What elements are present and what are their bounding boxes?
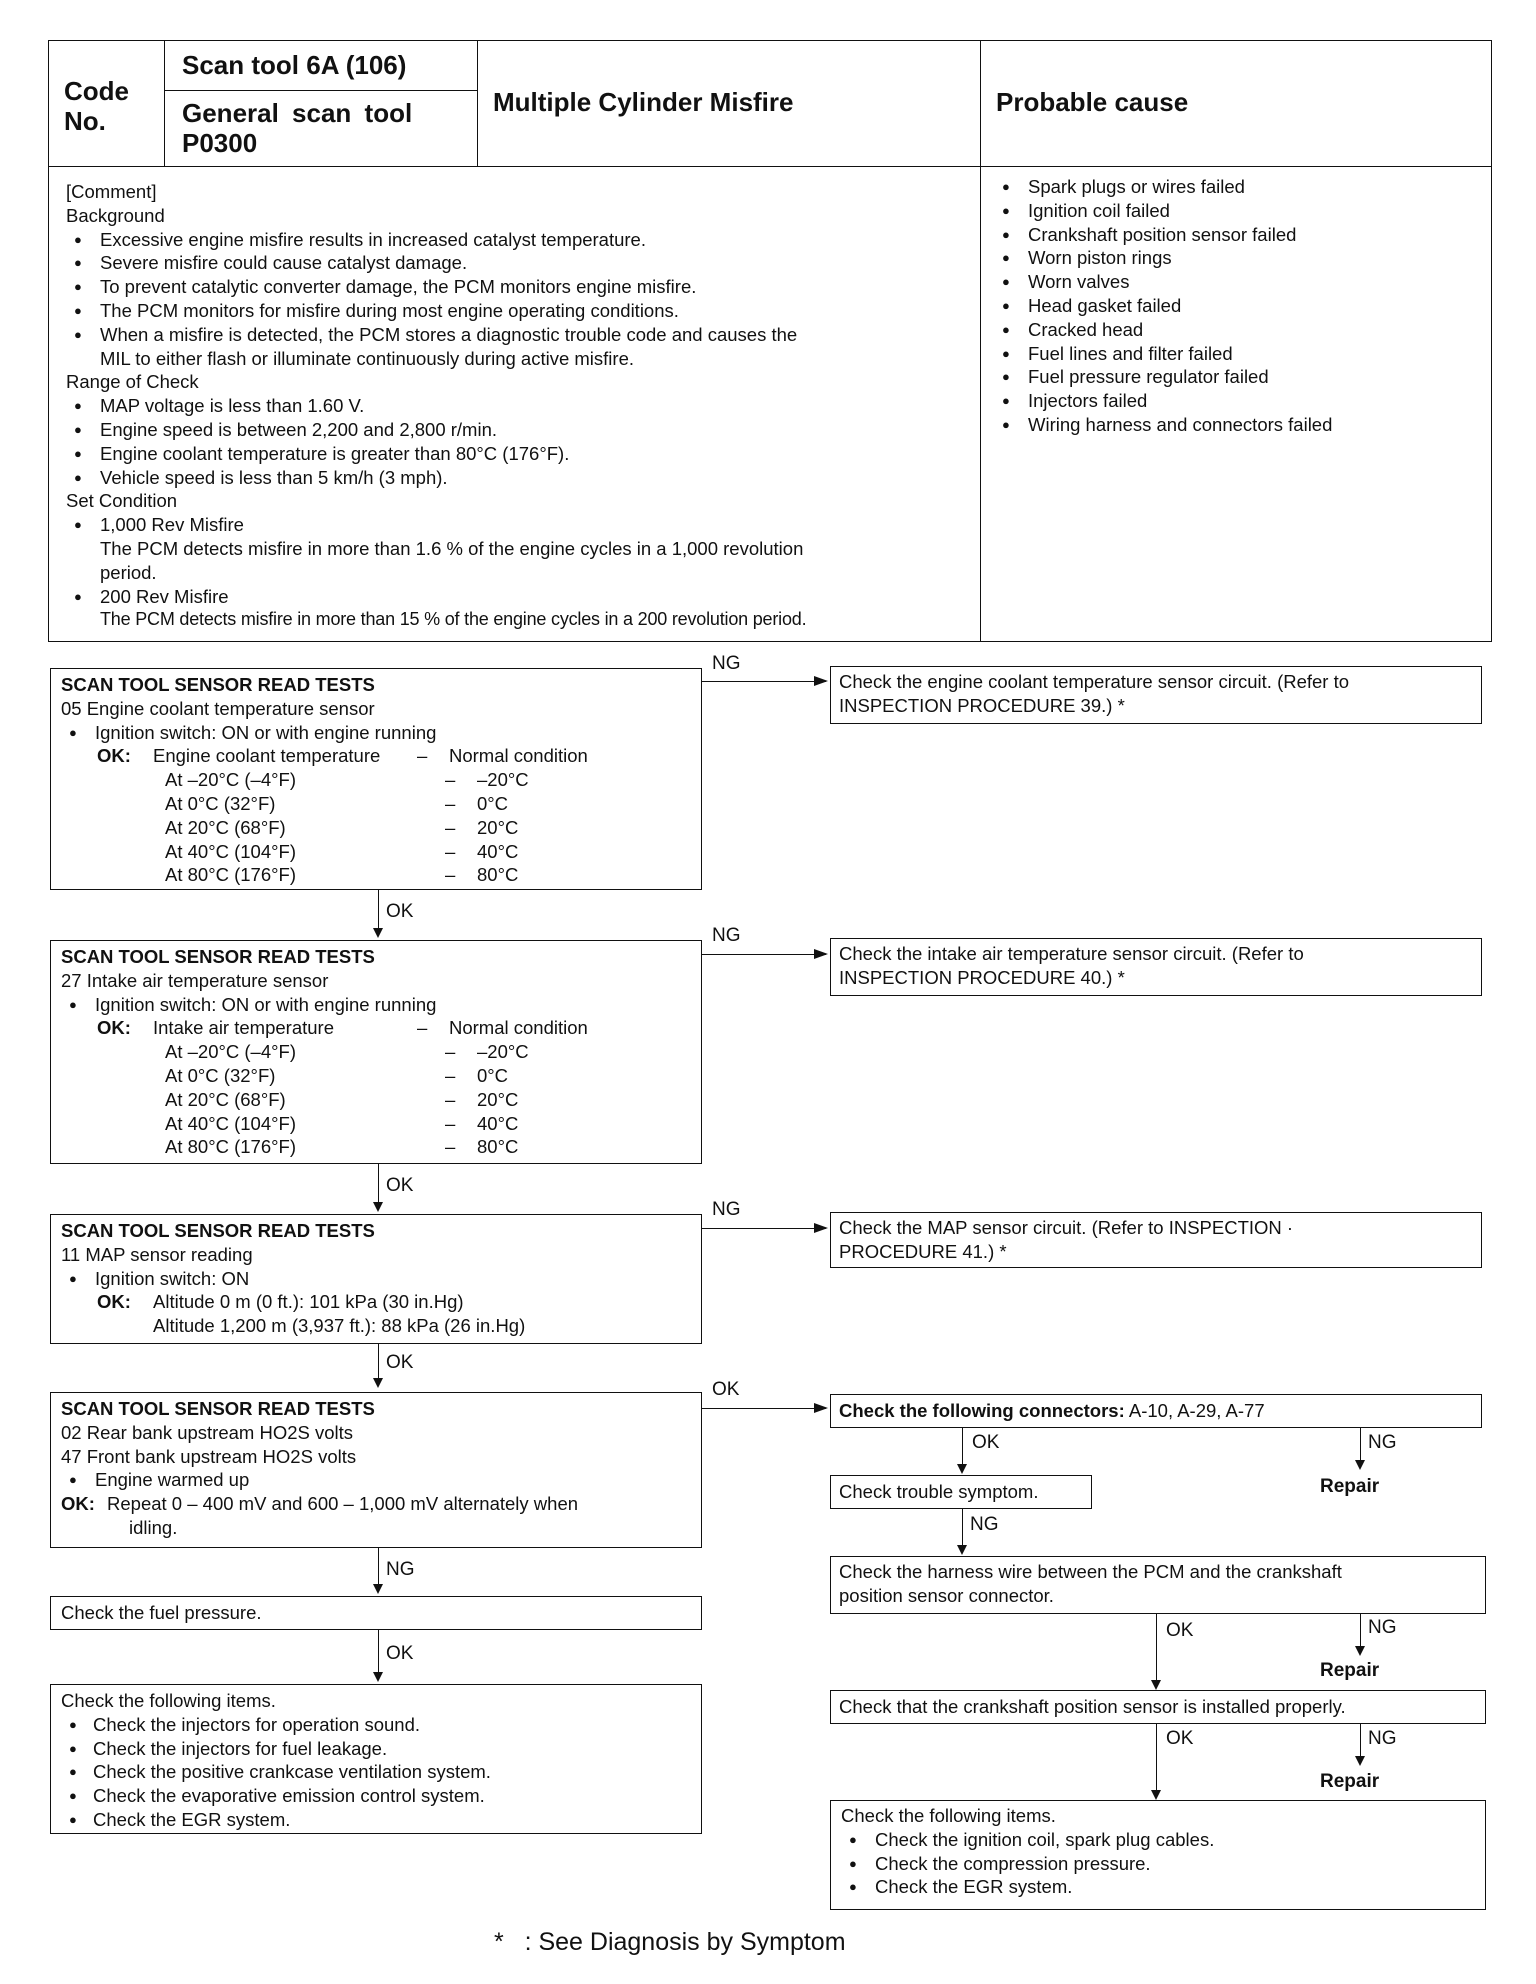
crank-ng-arrow xyxy=(1360,1724,1361,1764)
ok-label: OK xyxy=(1166,1728,1194,1749)
harness-line: position sensor connector. xyxy=(839,1584,1054,1606)
set-condition-list xyxy=(66,513,971,632)
ok-label: OK xyxy=(712,1379,740,1400)
test2-title: SCAN TOOL SENSOR READ TESTS xyxy=(61,946,375,967)
head-right: Normal condition xyxy=(449,1017,588,1039)
list-item: ● When a misfire is detected, the PCM stores a diagnostic trouble code and causes the xyxy=(66,323,971,347)
connectors-box xyxy=(830,1394,1482,1428)
test1-table-head xyxy=(97,744,691,768)
test2-table-head xyxy=(97,1016,691,1040)
head-left: Intake air temperature xyxy=(153,1017,334,1039)
test2-item: 27 Intake air temperature sensor xyxy=(61,969,329,991)
comment-section xyxy=(66,180,971,632)
connectors-ng-arrow xyxy=(1360,1428,1361,1468)
test4-ok-arrow xyxy=(702,1408,826,1409)
row-cond: At –20°C (–4°F) xyxy=(165,769,296,791)
row-value: 20°C xyxy=(477,816,519,838)
list-item xyxy=(66,513,971,584)
list-item: ● Engine coolant temperature is greater than 80°C (176°F). xyxy=(66,442,971,466)
background-continuation: MIL to either flash or illuminate continuously during active misfire. xyxy=(100,347,634,369)
set-item-line: The PCM detects misfire in more than 15 % of the engine cycles in a 200 revolution period. xyxy=(100,609,807,630)
background-list xyxy=(66,228,971,347)
ok-text: idling. xyxy=(129,1516,178,1538)
page-title: Multiple Cylinder Misfire xyxy=(493,87,794,117)
test1-ng-arrow xyxy=(702,681,826,682)
trouble-symptom-text: Check trouble symptom. xyxy=(839,1481,1039,1502)
list-item: ● MAP voltage is less than 1.60 V. xyxy=(66,394,971,418)
list-item: ● Check the evaporative emission control system. xyxy=(61,1784,691,1808)
harness-ok-arrow xyxy=(1156,1614,1157,1688)
left-final-box xyxy=(50,1684,702,1834)
test1-ok-arrow xyxy=(378,890,379,936)
test3-ok-line xyxy=(97,1290,691,1314)
test1-item: 05 Engine coolant temperature sensor xyxy=(61,697,375,719)
test1-row xyxy=(165,792,691,816)
code-no-label: Code No. xyxy=(64,76,129,136)
ok-label: OK xyxy=(386,1175,414,1196)
row-cond: At 40°C (104°F) xyxy=(165,840,296,862)
row-value: 0°C xyxy=(477,1064,509,1086)
ng-label: NG xyxy=(712,1199,741,1220)
test4-title: SCAN TOOL SENSOR READ TESTS xyxy=(61,1398,375,1419)
fuel-pressure-text: Check the fuel pressure. xyxy=(61,1602,262,1623)
result-line: INSPECTION PROCEDURE 40.) * xyxy=(839,966,1125,988)
ok-label: OK: xyxy=(97,745,131,767)
test1-ng-result xyxy=(830,666,1482,724)
row-dash: – xyxy=(445,1064,456,1086)
list-item: ● Check the injectors for operation sound. xyxy=(61,1713,691,1737)
row-value: 80°C xyxy=(477,864,519,886)
probable-cause-heading: Probable cause xyxy=(996,87,1189,117)
test3-ng-arrow xyxy=(702,1228,826,1229)
crank-check-box xyxy=(830,1690,1486,1724)
test3-box xyxy=(50,1214,702,1344)
range-label: Range of Check xyxy=(66,371,199,393)
row-dash: – xyxy=(445,864,456,886)
connectors-ok-arrow xyxy=(962,1428,963,1472)
ok-label: OK xyxy=(386,1352,414,1373)
background-label: Background xyxy=(66,204,165,226)
row-dash: – xyxy=(445,1041,456,1063)
row-value: 40°C xyxy=(477,840,519,862)
crank-ok-arrow xyxy=(1156,1724,1157,1798)
list-item: ● Fuel pressure regulator failed xyxy=(994,365,1474,389)
harness-line: Check the harness wire between the PCM and the crankshaft xyxy=(839,1561,1342,1582)
head-right: Normal condition xyxy=(449,745,588,767)
list-item: ● To prevent catalytic converter damage, the PCM monitors engine misfire. xyxy=(66,275,971,299)
test4-conditions xyxy=(61,1468,691,1492)
test2-ng-arrow xyxy=(702,954,826,955)
header-divider-h2 xyxy=(164,90,477,91)
result-line: Check the MAP sensor circuit. (Refer to INSPECTION · xyxy=(839,1217,1294,1238)
row-cond: At 20°C (68°F) xyxy=(165,1088,286,1110)
list-item: ● Spark plugs or wires failed xyxy=(994,175,1474,199)
test2-row xyxy=(165,1040,691,1064)
probable-cause-list xyxy=(994,175,1474,437)
list-item: ● The PCM monitors for misfire during most engine operating conditions. xyxy=(66,299,971,323)
list-item: ● Check the EGR system. xyxy=(841,1875,1475,1899)
row-dash: – xyxy=(445,792,456,814)
test2-row xyxy=(165,1064,691,1088)
test4-box xyxy=(50,1392,702,1548)
test4-item: 47 Front bank upstream HO2S volts xyxy=(61,1445,357,1467)
row-cond: At –20°C (–4°F) xyxy=(165,1041,296,1063)
row-value: –20°C xyxy=(477,769,529,791)
row-cond: At 20°C (68°F) xyxy=(165,816,286,838)
list-item: ● Check the ignition coil, spark plug cables. xyxy=(841,1828,1475,1852)
result-line: Check the intake air temperature sensor circuit. (Refer to xyxy=(839,943,1304,964)
left-final-list xyxy=(61,1713,691,1832)
range-list xyxy=(66,394,971,489)
list-item: ● Ignition switch: ON or with engine running xyxy=(61,993,691,1017)
row-dash: – xyxy=(445,840,456,862)
head-dash: – xyxy=(417,1017,428,1039)
footnote: * : See Diagnosis by Symptom xyxy=(494,1928,846,1956)
repair-label: Repair xyxy=(1320,1771,1380,1792)
right-final-intro: Check the following items. xyxy=(841,1805,1056,1826)
test1-row xyxy=(165,863,691,887)
ng-label: NG xyxy=(1368,1617,1397,1638)
set-item-title: ● 1,000 Rev Misfire xyxy=(100,514,244,536)
crank-check-text: Check that the crankshaft position sensor is installed properly. xyxy=(839,1696,1346,1717)
row-cond: At 80°C (176°F) xyxy=(165,864,296,886)
trouble-ng-arrow xyxy=(962,1509,963,1553)
left-final-intro: Check the following items. xyxy=(61,1690,276,1711)
test3-conditions xyxy=(61,1267,691,1291)
result-line: Check the engine coolant temperature sensor circuit. (Refer to xyxy=(839,671,1350,692)
test4-ok-line xyxy=(61,1492,691,1516)
harness-box xyxy=(830,1556,1486,1614)
list-item: ● Head gasket failed xyxy=(994,294,1474,318)
list-item: ● Crankshaft position sensor failed xyxy=(994,223,1474,247)
row-dash: – xyxy=(445,816,456,838)
test2-conditions xyxy=(61,993,691,1017)
header-divider-v1 xyxy=(164,40,165,166)
connectors-list: A-10, A-29, A-77 xyxy=(1124,1400,1265,1421)
right-final-list xyxy=(841,1828,1475,1899)
ok-label: OK: xyxy=(97,1017,131,1039)
list-item: ● Vehicle speed is less than 5 km/h (3 mph). xyxy=(66,466,971,490)
row-dash: – xyxy=(445,769,456,791)
header-divider-v3 xyxy=(980,40,981,642)
ok-label: OK: xyxy=(61,1493,95,1515)
test2-ng-result xyxy=(830,938,1482,996)
list-item: ● Excessive engine misfire results in increased catalyst temperature. xyxy=(66,228,971,252)
list-item: ● Check the injectors for fuel leakage. xyxy=(61,1737,691,1761)
comment-label: [Comment] xyxy=(66,181,157,202)
list-item xyxy=(66,585,971,633)
set-item-line: period. xyxy=(100,561,157,583)
connectors-label: Check the following connectors: xyxy=(839,1400,1125,1421)
repair-label: Repair xyxy=(1320,1660,1380,1681)
row-dash: – xyxy=(445,1112,456,1134)
altitude-line: Altitude 1,200 m (3,937 ft.): 88 kPa (26 in.Hg) xyxy=(153,1315,526,1337)
trouble-symptom-box xyxy=(830,1475,1092,1509)
fuel-ok-arrow xyxy=(378,1630,379,1680)
test1-row xyxy=(165,840,691,864)
list-item: ● Worn valves xyxy=(994,270,1474,294)
test2-row xyxy=(165,1112,691,1136)
row-value: 40°C xyxy=(477,1112,519,1134)
ng-label: NG xyxy=(712,925,741,946)
ok-label: OK xyxy=(386,901,414,922)
list-item: ● Engine warmed up xyxy=(61,1468,691,1492)
fuel-pressure-box xyxy=(50,1596,702,1630)
row-cond: At 0°C (32°F) xyxy=(165,792,276,814)
list-item: ● Severe misfire could cause catalyst damage. xyxy=(66,251,971,275)
row-cond: At 40°C (104°F) xyxy=(165,1112,296,1134)
row-value: 20°C xyxy=(477,1088,519,1110)
harness-ng-arrow xyxy=(1360,1614,1361,1654)
row-cond: At 80°C (176°F) xyxy=(165,1136,296,1158)
repair-label: Repair xyxy=(1320,1476,1380,1497)
test1-title: SCAN TOOL SENSOR READ TESTS xyxy=(61,674,375,695)
row-dash: – xyxy=(445,1136,456,1158)
result-line: INSPECTION PROCEDURE 39.) * xyxy=(839,694,1125,716)
header-divider-v2 xyxy=(477,40,478,166)
set-item-title: ● 200 Rev Misfire xyxy=(100,585,229,607)
altitude-line: Altitude 0 m (0 ft.): 101 kPa (30 in.Hg) xyxy=(153,1291,464,1313)
test1-box xyxy=(50,668,702,890)
test3-item: 11 MAP sensor reading xyxy=(61,1243,253,1265)
result-line: PROCEDURE 41.) * xyxy=(839,1240,1007,1262)
list-item: ● Fuel lines and filter failed xyxy=(994,342,1474,366)
head-dash: – xyxy=(417,745,428,767)
ng-label: NG xyxy=(386,1559,415,1580)
ok-label: OK: xyxy=(97,1291,131,1313)
test1-row xyxy=(165,816,691,840)
list-item: ● Ignition switch: ON xyxy=(61,1267,691,1291)
head-left: Engine coolant temperature xyxy=(153,745,381,767)
ng-label: NG xyxy=(712,653,741,674)
ok-label: OK xyxy=(1166,1620,1194,1641)
row-value: 80°C xyxy=(477,1136,519,1158)
test4-ng-arrow xyxy=(378,1548,379,1592)
test1-row xyxy=(165,768,691,792)
row-value: –20°C xyxy=(477,1041,529,1063)
list-item: ● Check the compression pressure. xyxy=(841,1852,1475,1876)
set-item-line: The PCM detects misfire in more than 1.6 % of the engine cycles in a 1,000 revolution xyxy=(100,537,804,559)
ng-label: NG xyxy=(970,1514,999,1535)
test2-row xyxy=(165,1135,691,1159)
test3-ok-arrow xyxy=(378,1344,379,1386)
test1-conditions xyxy=(61,721,691,745)
ok-label: OK xyxy=(386,1643,414,1664)
test4-item: 02 Rear bank upstream HO2S volts xyxy=(61,1421,354,1443)
list-item: ● Worn piston rings xyxy=(994,246,1474,270)
right-final-box xyxy=(830,1800,1486,1910)
test3-title: SCAN TOOL SENSOR READ TESTS xyxy=(61,1220,375,1241)
row-value: 0°C xyxy=(477,792,509,814)
set-condition-label: Set Condition xyxy=(66,490,178,512)
ok-label: OK xyxy=(972,1432,1000,1453)
ng-label: NG xyxy=(1368,1432,1397,1453)
row-dash: – xyxy=(445,1088,456,1110)
list-item: ● Check the positive crankcase ventilation system. xyxy=(61,1760,691,1784)
row-cond: At 0°C (32°F) xyxy=(165,1064,276,1086)
list-item: ● Wiring harness and connectors failed xyxy=(994,413,1474,437)
test2-box xyxy=(50,940,702,1164)
test2-row xyxy=(165,1088,691,1112)
list-item: ● Ignition switch: ON or with engine running xyxy=(61,721,691,745)
list-item: ● Check the EGR system. xyxy=(61,1808,691,1832)
general-scan-tool-code: General scan tool P0300 xyxy=(182,98,413,158)
ok-text: Repeat 0 – 400 mV and 600 – 1,000 mV alternately when xyxy=(107,1493,579,1515)
test3-ng-result xyxy=(830,1212,1482,1268)
ng-label: NG xyxy=(1368,1728,1397,1749)
list-item: ● Engine speed is between 2,200 and 2,800 r/min. xyxy=(66,418,971,442)
list-item: ● Injectors failed xyxy=(994,389,1474,413)
scan-tool-code: Scan tool 6A (106) xyxy=(182,50,407,80)
header-divider-h xyxy=(48,166,1492,167)
list-item: ● Cracked head xyxy=(994,318,1474,342)
list-item: ● Ignition coil failed xyxy=(994,199,1474,223)
test2-ok-arrow xyxy=(378,1164,379,1210)
